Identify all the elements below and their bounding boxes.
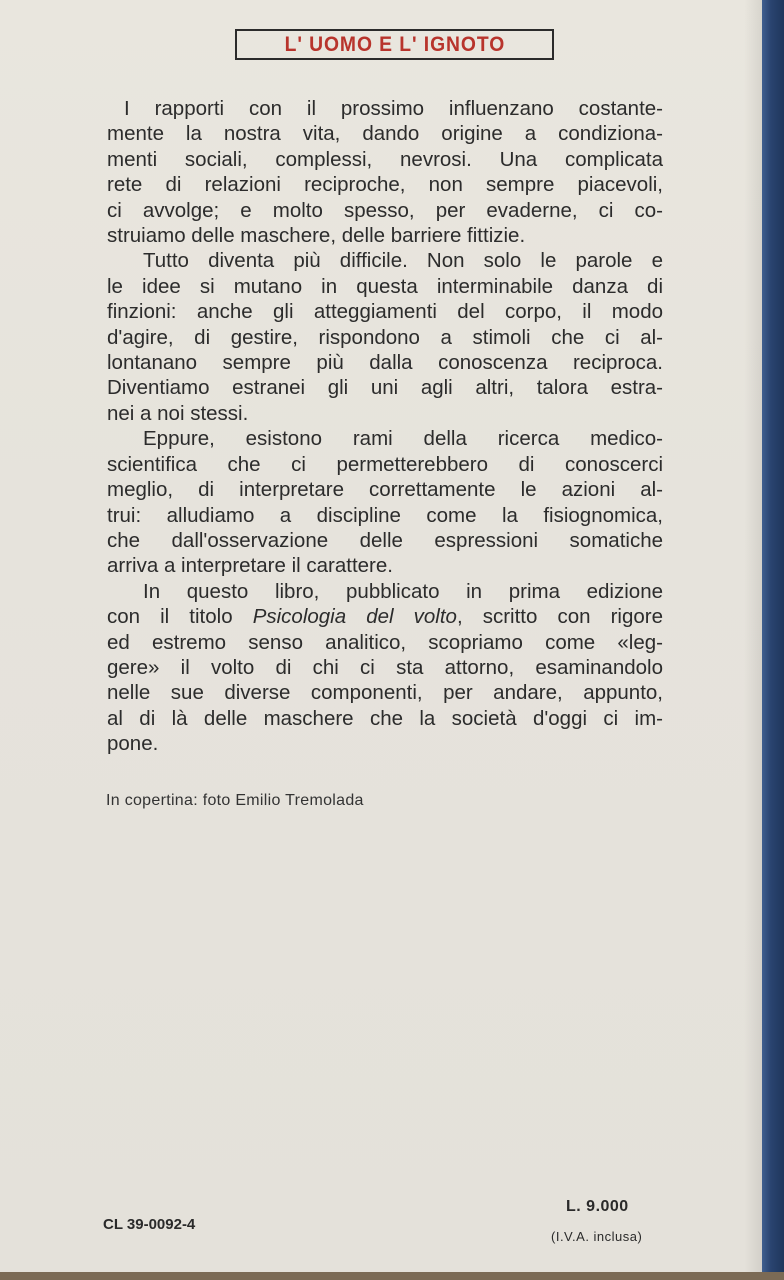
text-line: Diventiamo estranei gli uni agli altri, talora estra- bbox=[107, 376, 663, 400]
text-line: nelle sue diverse componenti, per andare, appunto, bbox=[107, 681, 663, 705]
text-line: trui: alludiamo a discipline come la fisiognomica, bbox=[107, 503, 663, 527]
text-line: pone. bbox=[107, 732, 159, 756]
text-line: Tutto diventa più difficile. Non solo le parole e bbox=[143, 249, 663, 273]
text-line: struiamo delle maschere, delle barriere fittizie. bbox=[107, 224, 526, 248]
text-line: Eppure, esistono rami della ricerca medico- bbox=[143, 427, 663, 451]
text-line: finzioni: anche gli atteggiamenti del corpo, il modo bbox=[107, 300, 663, 324]
paragraph-1 bbox=[107, 96, 663, 248]
text-fragment: , scritto con rigore bbox=[456, 605, 663, 629]
catalog-code: CL 39-0092-4 bbox=[103, 1216, 196, 1233]
series-title-box bbox=[235, 29, 554, 60]
text-line: rete di relazioni reciproche, non sempre piacevoli, bbox=[107, 173, 663, 197]
paragraph-2 bbox=[107, 248, 663, 426]
text-line: gere» il volto di chi ci sta attorno, esaminandolo bbox=[107, 655, 663, 679]
table-edge bbox=[0, 1272, 784, 1280]
text-line: menti sociali, complessi, nevrosi. Una complicata bbox=[107, 147, 663, 171]
book-title-italic: Psicologia del volto bbox=[252, 605, 457, 629]
vat-note: (I.V.A. inclusa) bbox=[551, 1229, 643, 1244]
text-line: meglio, di interpretare correttamente le azioni al- bbox=[107, 478, 663, 502]
text-line: le idee si mutano in questa interminabile danza di bbox=[107, 274, 663, 298]
cover-photo-credit: In copertina: foto Emilio Tremolada bbox=[106, 792, 364, 809]
price: L. 9.000 bbox=[566, 1198, 629, 1215]
paragraph-4 bbox=[107, 579, 663, 757]
text-line: nei a noi stessi. bbox=[107, 401, 249, 425]
paragraph-3 bbox=[107, 426, 663, 578]
blurb-text bbox=[107, 96, 663, 757]
text-line: ed estremo senso analitico, scopriamo come «leg- bbox=[107, 630, 663, 654]
text-line: d'agire, di gestire, rispondono a stimoli che ci al- bbox=[107, 325, 663, 349]
text-line: I rapporti con il prossimo influenzano costante- bbox=[124, 97, 663, 120]
text-line: che dall'osservazione delle espressioni somatiche bbox=[107, 528, 663, 552]
book-spine-edge bbox=[762, 0, 784, 1280]
text-line bbox=[107, 604, 663, 629]
text-line: mente la nostra vita, dando origine a condiziona- bbox=[107, 122, 663, 146]
text-fragment: con il titolo bbox=[107, 605, 253, 629]
text-line: lontanano sempre più dalla conoscenza reciproca. bbox=[107, 351, 663, 375]
text-line: In questo libro, pubblicato in prima edizione bbox=[143, 579, 663, 603]
text-line: al di là delle maschere che la società d'oggi ci im- bbox=[107, 706, 663, 730]
text-line: ci avvolge; e molto spesso, per evaderne, ci co- bbox=[107, 198, 663, 222]
text-line: arriva a interpretare il carattere. bbox=[107, 554, 393, 578]
series-title: L' UOMO E L' IGNOTO bbox=[284, 32, 505, 56]
text-line: scientifica che ci permetterebbero di conoscerci bbox=[107, 452, 663, 476]
